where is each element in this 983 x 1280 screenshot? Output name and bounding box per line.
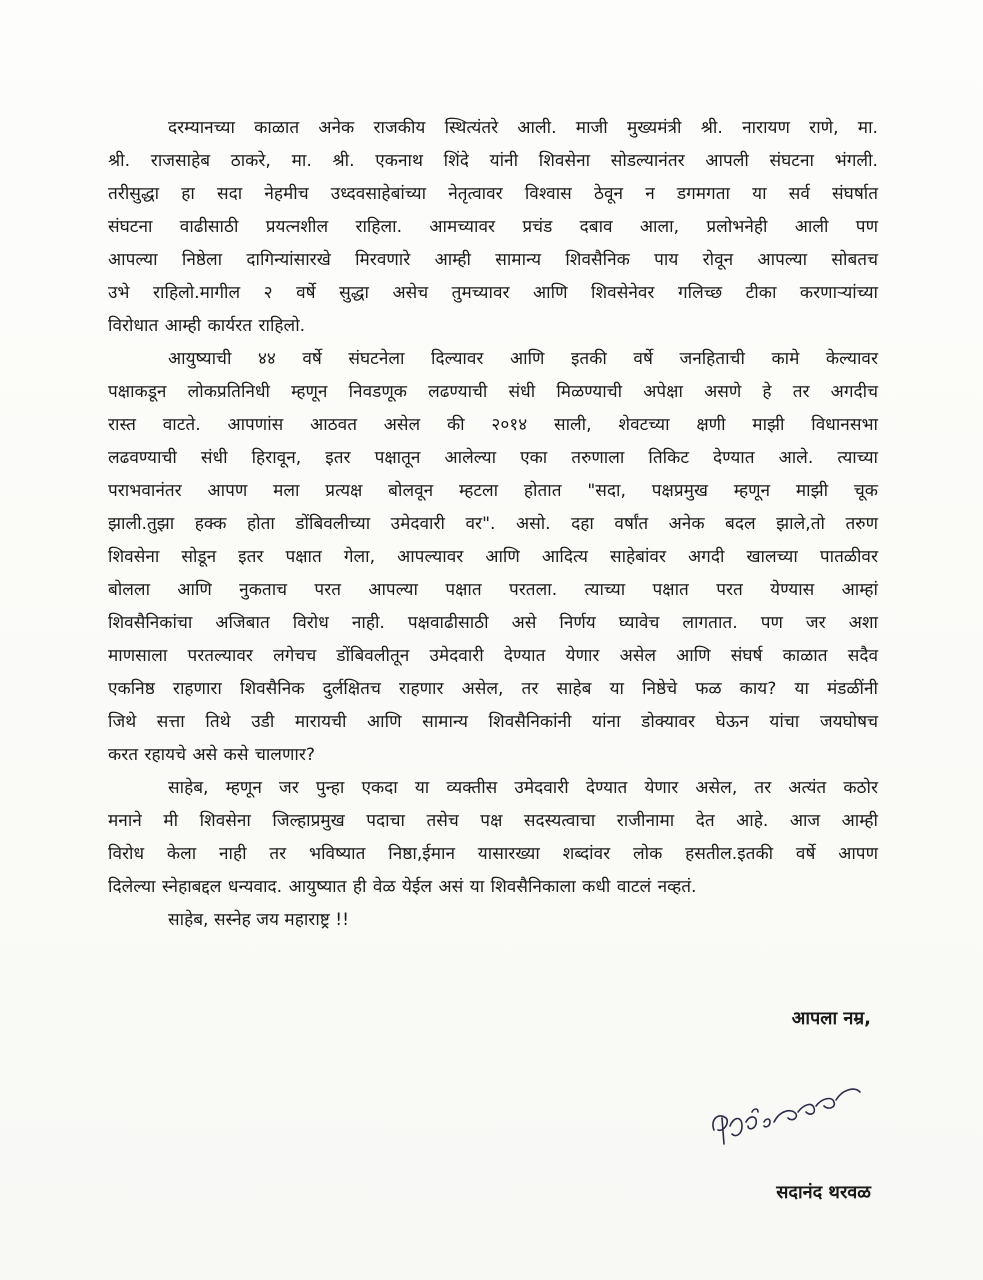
text-line: दरम्यानच्या काळात अनेक राजकीय स्थित्यंतरे आली. माजी मुख्यमंत्री श्री. नारायण राणे, मा. [168, 118, 878, 138]
text-line: विरोध केला नाही तर भविष्यात निष्ठा,ईमान यासारख्या शब्दांवर लोक हसतील.इतकी वर्षे आपण [108, 844, 878, 864]
text-line: विरोधात आम्ही कार्यरत राहिलो. [108, 316, 306, 336]
text-line: उभे राहिलो.मागील २ वर्षे सुद्धा असेच तुमच्यावर आणि शिवसेनेवर गलिच्छ टीका करणाऱ्यांच्या [108, 283, 878, 303]
text-line: शिवसैनिकांचा अजिबात विरोध नाही. पक्षवाढीसाठी असे निर्णय घ्यावेच लागतात. पण जर अशा [108, 613, 878, 633]
text-line: दिलेल्या स्नेहाबद्दल धन्यवाद. आयुष्यात ही वेळ येईल असं या शिवसैनिकाला कधी वाटलं नव्हतं. [108, 877, 697, 897]
text-line: माणसाला परतल्यावर लगेचच डोंबिवलीतून उमेदवारी देण्यात येणार असेल आणि संघर्ष काळात सदैव [108, 646, 878, 666]
text-line: आपल्या निष्ठेला दागिन्यांसारखे मिरवणारे आम्ही सामान्य शिवसैनिक पाय रोवून आपल्या सोबतच [108, 250, 878, 270]
paragraph-3 [108, 772, 878, 904]
sign-off: आपला नम्र, [791, 1008, 871, 1029]
closing-greeting: साहेब, सस्नेह जय महाराष्ट्र !! [168, 910, 350, 930]
text-line: रास्त वाटते. आपणांस आठवत असेल की २०१४ साली, शेवटच्या क्षणी माझी विधानसभा [108, 415, 878, 435]
text-line: झाली.तुझा हक्क होता डोंबिवलीच्या उमेदवारी वर". असो. दहा वर्षांत अनेक बदल झाले,तो तरुण [108, 514, 878, 534]
text-line: शिवसेना सोडून इतर पक्षात गेला, आपल्यावर आणि आदित्य साहेबांवर अगदी खालच्या पातळीवर [108, 547, 878, 567]
text-line: आयुष्याची ४४ वर्षे संघटनेला दिल्यावर आणि इतकी वर्षे जनहिताची कामे केल्यावर [168, 349, 878, 369]
text-line: संघटना वाढीसाठी प्रयत्नशील राहिला. आमच्यावर प्रचंड दबाव आला, प्रलोभनेही आली पण [108, 217, 878, 237]
text-line: पक्षाकडून लोकप्रतिनिधी म्हणून निवडणूक लढण्याची संधी मिळण्याची अपेक्षा असणे हे तर अगदीच [108, 382, 878, 402]
text-line: करत रहायचे असे कसे चालणार? [108, 745, 315, 765]
handwritten-signature [700, 1060, 870, 1160]
letter-body [108, 112, 878, 937]
paragraph-1 [108, 112, 878, 343]
signer-name: सदानंद थरवळ [776, 1182, 871, 1203]
text-line: तरीसुद्धा हा सदा नेहमीच उध्दवसाहेबांच्या नेतृत्वावर विश्वास ठेवून न डगमगता या सर्व संघर्षात [108, 184, 878, 204]
text-line: पराभवानंतर आपण मला प्रत्यक्ष बोलवून म्हटला होतात "सदा, पक्षप्रमुख म्हणून माझी चूक [108, 481, 878, 501]
text-line: बोलला आणि नुकताच परत आपल्या पक्षात परतला. त्याच्या पक्षात परत येण्यास आम्हां [108, 580, 878, 600]
text-line: जिथे सत्ता तिथे उडी मारायची आणि सामान्य शिवसैनिकांनी यांना डोक्यावर घेऊन यांचा जयघोषच [108, 712, 878, 732]
text-line: श्री. राजसाहेब ठाकरे, मा. श्री. एकनाथ शिंदे यांनी शिवसेना सोडल्यानंतर आपली संघटना भंगली. [108, 151, 878, 171]
paragraph-2 [108, 343, 878, 772]
text-line: लढवण्याची संधी हिरावून, इतर पक्षातून आलेल्या एका तरुणाला तिकिट देण्यात आले. त्याच्या [108, 448, 878, 468]
text-line: मनाने मी शिवसेना जिल्हाप्रमुख पदाचा तसेच पक्ष सदस्यत्वाचा राजीनामा देत आहे. आज आम्ही [108, 811, 878, 831]
text-line: साहेब, म्हणून जर पुन्हा एकदा या व्यक्तीस उमेदवारी देण्यात येणार असेल, तर अत्यंत कठोर [168, 778, 878, 798]
text-line: एकनिष्ठ राहणारा शिवसैनिक दुर्लक्षितच राहणार असेल, तर साहेब या निष्ठेचे फळ काय? या मंडळींनी [108, 679, 878, 699]
